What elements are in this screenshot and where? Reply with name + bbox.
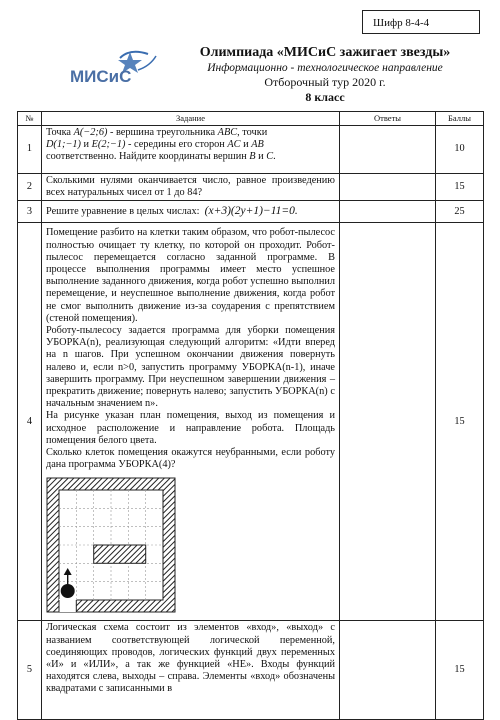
task-number: 5 (18, 621, 42, 720)
task-text: Сколькими нулями оканчивается число, равное произведению всех натуральных чисел от 1 до 84? (42, 174, 340, 201)
answer-cell[interactable] (340, 201, 436, 223)
direction-subtitle: Информационно - технологическое направление (207, 62, 443, 74)
page-header (160, 44, 490, 105)
points-value: 15 (436, 621, 484, 720)
inner-obstacle (94, 545, 146, 563)
answer-cell[interactable] (340, 223, 436, 621)
task-number: 4 (18, 223, 42, 621)
table-header-row (18, 112, 484, 126)
task-text: Решите уравнение в целых числах: (x+3)(2y+1)−11=0. (42, 201, 340, 223)
col-task-header: Задание (42, 112, 340, 126)
task-paragraph: Сколько клеток помещения окажутся неубранными, если роботу дана программа УБОРКА(4)? (46, 447, 335, 471)
equation: (x+3)(2y+1)−11=0. (204, 205, 298, 218)
task-paragraph: Роботу-пылесосу задается программа для уборки помещения УБОРКА(n), реализующая следующий алгоритм: «Идти вперед на n шагов. При успешном окончании движения повернуть налево и, если n>0, запустить программу УБОРКА(n-1), иначе завершить программу. При неуспешном завершении движения – прекратить движение; повернуть налево; запустить УБОРКА(n) с начальным значением n». (46, 325, 335, 410)
points-value: 10 (436, 126, 484, 174)
points-value: 25 (436, 201, 484, 223)
col-answers-header: Ответы (340, 112, 436, 126)
logo-text: МИСиС (70, 67, 132, 86)
tasks-table (17, 111, 484, 720)
answer-cell[interactable] (340, 126, 436, 174)
table-row (18, 201, 484, 223)
tour-label: Отборочный тур 2020 г. (264, 75, 386, 89)
room-plan-diagram (46, 477, 176, 613)
task-number: 2 (18, 174, 42, 201)
answer-cell[interactable] (340, 174, 436, 201)
answer-cell[interactable] (340, 621, 436, 720)
col-number-header: № (18, 112, 42, 126)
task-number: 3 (18, 201, 42, 223)
col-points-header: Баллы (436, 112, 484, 126)
table-row (18, 174, 484, 201)
cipher-box: Шифр 8-4-4 (362, 10, 480, 34)
points-value: 15 (436, 223, 484, 621)
task-text (42, 223, 340, 621)
olympiad-title: Олимпиада «МИСиС зажигает звезды» (199, 45, 451, 60)
task-paragraph: На рисунке указан план помещения, выход из помещения и исходное расположение и направление робота. Площадь помещения белого цвета. (46, 410, 335, 446)
task-text: Логическая схема состоит из элементов «вход», «выход» с названием соответствующей логической переменной, соединяющих проводов, логических функций двух переменных «И» и «ИЛИ», а так же функцией «НЕ». Входы функций находятся слева, выходы – справа. Элементы «вход» обозначены квадратами с записанными в (42, 621, 340, 720)
table-row (18, 223, 484, 621)
room-exit (59, 599, 76, 612)
task-paragraph: Помещение разбито на клетки таким образом, что робот-пылесос полностью очищает ту клетку, по которой он проходит. Робот-пылесос перемещается согласно заданной программе. В процессе выполнения программы имеет место успешное выполнение заданного движения, когда робот успешно выполнил перемещение, и неуспешное выполнение движения, когда робот не смог выполнить движение из-за соударения с препятствием (стеной помещения). (46, 227, 335, 324)
grade-label: 8 класс (305, 90, 345, 104)
task-text: Точка A(−2;6) - вершина треугольника ABC, точки D(1;−1) и E(2;−1) - середины его сторон AC и AB соответственно. Найдите координаты вершин B и C. (42, 126, 340, 174)
task-number: 1 (18, 126, 42, 174)
table-row (18, 621, 484, 720)
table-row (18, 126, 484, 174)
points-value: 15 (436, 174, 484, 201)
misis-logo (68, 46, 158, 96)
